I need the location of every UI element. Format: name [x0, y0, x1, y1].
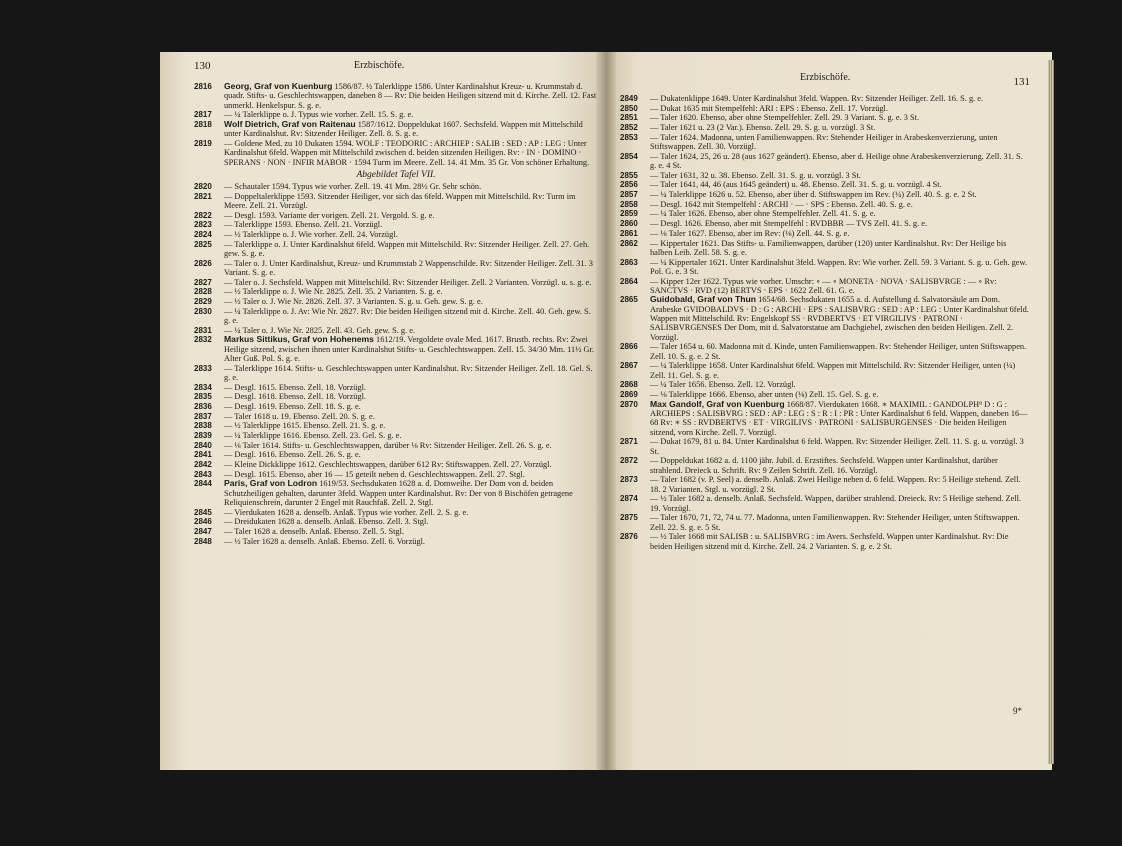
left-page [160, 52, 606, 770]
ruler-name: Max Gandolf, Graf von Kuenburg [650, 398, 785, 409]
catalog-entry [620, 380, 1030, 389]
ruler-name: Guidobald, Graf von Thun [650, 294, 756, 305]
catalog-entry [620, 494, 1030, 513]
entry-number: 2833 [194, 363, 212, 373]
entry-number: 2871 [620, 437, 638, 447]
entry-number: 2868 [620, 380, 638, 390]
entry-number: 2866 [620, 342, 638, 352]
entry-number: 2821 [194, 191, 212, 201]
entry-number: 2826 [194, 258, 212, 268]
book-gutter [596, 52, 616, 770]
entry-number: 2841 [194, 450, 212, 460]
left-page-number: 130 [194, 60, 211, 72]
catalog-entry [620, 171, 1030, 180]
entry-description: — Taler 1621 u. 23 (2 Var.). Ebenso. Zell. 29. S. g. u. vorzügl. 3 St. [650, 123, 876, 133]
entry-description: — ½ Taler o. J. Wie Nr. 2826. Zell. 37. 3 Varianten. S. g. u. Geh. gew. S. g. e. [224, 296, 483, 306]
catalog-entry [194, 364, 598, 383]
entry-description: — Kleine Dickklippe 1612. Geschlechtswappen, darüber 612 Rv: Stiftswappen. Zell. 27. Vorzügl. [224, 460, 552, 470]
catalog-entry [620, 295, 1030, 341]
page-edges [1048, 60, 1054, 764]
entry-description: — Kipper 12er 1622. Typus wie vorher. Umschr: ∘ — ∘ MONETA · NOVA · SALISBVRGE : — ∘ Rv: SANCTVS · RVD (12) BERTVS · EPS · 1622 Zell. 61. G. e. [650, 276, 997, 295]
entry-number: 2875 [620, 513, 638, 523]
catalog-entry [194, 421, 598, 430]
entry-number: 2872 [620, 456, 638, 466]
entry-number: 2843 [194, 469, 212, 479]
ruler-name: Paris, Graf von Lodron [224, 478, 318, 489]
entry-description: — Desgl. 1619. Ebenso. Zell. 18. S. g. e. [224, 401, 361, 411]
entry-number: 2842 [194, 460, 212, 470]
entry-description: — Taler 1624, 25, 26 u. 28 (aus 1627 geändert). Ebenso, aber d. Heilige ohne Arabeskenverzierung. Zell. 31. S. g. e. 4 St. [650, 151, 1023, 171]
catalog-entry [194, 307, 598, 326]
entry-description: — Goldene Med. zu 10 Dukaten 1594. WOLF : TEODORIC : ARCHIEP : SALIB : SED : AP : LEG : Unter Kardinalshut 6feld. Wappen mit Mittelschild zwischen d. beiden sitzenden Heiligen. Rv: · IN · DOMINO · SPERANS · NON · INFIR MABOR · 1594 Turm im Meere. Zell. 14. 41 Mm. 35 Gr. Von schöner Erhaltung. [224, 138, 590, 167]
catalog-entry [194, 527, 598, 536]
catalog-entry [620, 190, 1030, 199]
catalog-entry [620, 94, 1030, 103]
entry-number: 2836 [194, 401, 212, 411]
catalog-entry [620, 239, 1030, 258]
entry-description: — Taler 1624. Madonna, unten Familienwappen. Rv: Stehender Heiliger in Arabeskenverzierung, unten Stiftswappen. Zell. 30. Vorzügl. [650, 132, 998, 152]
catalog-entry [620, 437, 1030, 456]
catalog-entry [620, 532, 1030, 551]
catalog-entry [194, 211, 598, 220]
entry-number: 2839 [194, 430, 212, 440]
entry-description: — Talerklippe 1614. Stifts- u. Geschlechtswappen unter Kardinalshut. Rv: Sitzender Heiliger. Zell. 18. Gel. S. g. e. [224, 363, 593, 382]
entry-description: — ½ Taler 1668 mit SALISB : u. SALISBVRG : im Avers. Sechsfeld. Wappen unter Kardinalshut. Rv: Die beiden Heiligen sitzend mit d. Kirche. Zell. 24. 2 Varianten. S. g. e. 2 St. [650, 532, 1009, 551]
entry-number: 2822 [194, 210, 212, 220]
entry-number: 2850 [620, 103, 638, 113]
entry-description: — Dreidukaten 1628 a. denselb. Anlaß. Ebenso. Zell. 3. Stgl. [224, 517, 429, 527]
catalog-entry [194, 182, 598, 191]
catalog-entry [194, 82, 598, 110]
catalog-entry [194, 383, 598, 392]
catalog-entry [620, 209, 1030, 218]
entry-description: 1586/87. ½ Talerklippe 1586. Unter Kardinalshut Kreuz- u. Krummstab d. quadr. Stifts- u. Geschlechtswappen, daneben 8 — Rv: Die beiden Heiligen sitzend mit d. Kirche. Zell. 12. Fast unmerkl. Henkelspur. S. g. e. [224, 82, 597, 110]
catalog-entry [194, 392, 598, 401]
entry-number: 2840 [194, 440, 212, 450]
entry-number: 2873 [620, 475, 638, 485]
entry-number: 2849 [620, 94, 638, 103]
entry-description: — Taler 1641, 44, 46 (aus 1645 geändert) u. 48. Ebenso. Zell. 31. S. g. u. vorzügl. 4 St. [650, 180, 942, 190]
catalog-entry [194, 259, 598, 278]
catalog-entry [194, 287, 598, 296]
entry-description: — ¼ Talerklippe o. J. Av: Wie Nr. 2827. Rv: Die beiden Heiligen sitzend mit d. Kirche. Zell. 40. Geh. gew. S. g. e. [224, 306, 591, 325]
entry-description: — ½ Talerklippe 1615. Ebenso. Zell. 21. S. g. e. [224, 421, 386, 431]
entry-description: — Desgl. 1616. Ebenso. Zell. 26. S. g. e. [224, 450, 361, 460]
entry-description: — Taler 1670, 71, 72, 74 u. 77. Madonna, unten Familienwappen. Rv: Stehender Heiliger, unten Stiftswappen. Zell. 22. S. g. e. 5 St. [650, 513, 1020, 532]
entry-number: 2817 [194, 110, 212, 120]
entry-description: 1619/53. Sechsdukaten 1628 a. d. Domweihe. Der Dom von d. beiden Schutzheiligen gehalten, darunter 3feld. Wappen unter Kardinalshut. Rv: Der von 8 Bischöfen getragene Reliquienschrein, darunter 2 Engel mit Rauchfaß. Zell. 2. Stgl. [224, 479, 573, 508]
entry-description: — ½ Talerklippe o. J. Wie Nr. 2825. Zell. 35. 2 Varianten. S. g. e. [224, 287, 443, 297]
catalog-entry [620, 400, 1030, 437]
entry-description: — ½ Taler 1628 a. denselb. Anlaß. Ebenso. Zell. 6. Vorzügl. [224, 536, 426, 546]
entry-description: 1668/87. Vierdukaten 1668. ∗ MAXIMIL : GANDOLPH⁹ D : G : ARCHIEPS : SALISBVRG : SED : AP : LEG : S : R : I : PR : Unter Kardinalshut 6 feld. Wappen, daneben 16—68 Rv: ∗ SS : RVDBERTVS · ET · VIRGILIVS · PATRONI · SALISBURGENSES · Die beiden Heiligen sitzend, vorn Kirche. Zell. 7. Vorzügl. [650, 399, 1028, 437]
catalog-entry [620, 152, 1030, 171]
entry-number: 2820 [194, 181, 212, 191]
entry-number: 2834 [194, 382, 212, 392]
catalog-entry [194, 431, 598, 440]
catalog-entry [194, 441, 598, 450]
catalog-entry [620, 200, 1030, 209]
entry-description: — Taler 1654 u. 60. Madonna mit d. Kinde, unten Familienwappen. Rv: Stehender Heiliger, unten Stiftswappen. Zell. 10. S. g. e. 2 St. [650, 342, 1027, 361]
catalog-entry [620, 219, 1030, 228]
entry-description: — ¼ Talerklippe o. J. Typus wie vorher. Zell. 15. S. g. e. [224, 110, 414, 120]
entry-description: — Doppeldukat 1682 a. d. 1100 jähr. Jubil. d. Erzstiftes. Sechsfeld. Wappen unter Kardinalshut, darüber strahlend. Dreieck u. Schrift. Rv: 9 Zeilen Schrift. Zell. 16. Vorzügl. [650, 456, 998, 475]
catalog-entry [620, 361, 1030, 380]
entry-number: 2856 [620, 180, 638, 190]
catalog-entry [620, 113, 1030, 122]
entry-description: — ⅛ Taler 1627. Ebenso, aber im Rev: (⅛) Zell. 44. S. g. e. [650, 228, 850, 238]
entry-number: 2845 [194, 507, 212, 517]
entry-number: 2818 [194, 119, 212, 129]
catalog-entry [620, 180, 1030, 189]
entry-description: — Doppeltalerklippe 1593. Sitzender Heiliger, vor sich das 6feld. Wappen mit Mittelschild. Rv: Turm im Meere. Zell. 21. Vorzügl. [224, 191, 576, 210]
ruler-name: Markus Sittikus, Graf von Hohenems [224, 334, 374, 345]
entry-description: — ½ Talerklippe o. J. Wie vorher. Zell. 24. Vorzügl. [224, 229, 398, 239]
entry-number: 2851 [620, 113, 638, 123]
catalog-entry [194, 402, 598, 411]
catalog-entry [194, 139, 598, 167]
entry-description: — Taler 1628 a. denselb. Anlaß. Ebenso. Zell. 5. Stgl. [224, 527, 405, 537]
entry-number: 2862 [620, 238, 638, 248]
entry-description: — Dukatenklippe 1649. Unter Kardinalshut 3feld. Wappen. Rv: Sitzender Heiliger. Zell. 16. S. g. e. [650, 94, 984, 103]
catalog-entry [194, 412, 598, 421]
right-page-number: 131 [1013, 76, 1030, 88]
entry-number: 2837 [194, 411, 212, 421]
entry-description: — ¼ Talerklippe 1616. Ebenso. Zell. 23. Gel. S. g. e. [224, 430, 402, 440]
catalog-entry [620, 229, 1030, 238]
right-page-header [620, 72, 1030, 94]
entry-description: — Taler 1618 u. 19. Ebenso. Zell. 20. S. g. e. [224, 411, 375, 421]
entry-description: 1654/68. Sechsdukaten 1655 a. d. Aufstellung d. Salvatorsäule am Dom. Arabeske GVIDOBALDVS · D : G : ARCHI · EPS : SALISBVRG : SED : AP : LEG : Unter Kardinalshut 6feld. Wappen mit Mittelschild. Rv: Engelskopf SS · RVDBERTVS · ET VIRGILIVS · PATRONI · SALISBVRGENSES Der Dom, mit d. Salvatorstatue am Dachgiebel, zwischen den beiden Heiligen. Zell. 2. Vorzügl. [650, 295, 1029, 342]
entry-description: — Desgl. 1642 mit Stempelfehl : ARCHI · — · SPS : Ebenso. Zell. 40. S. g. e. [650, 199, 913, 209]
entry-number: 2830 [194, 306, 212, 316]
entry-number: 2823 [194, 220, 212, 230]
entry-description: — Desgl. 1615. Ebenso, aber 16 — 15 geteilt neben d. Geschlechtswappen. Zell. 27. Stgl. [224, 469, 525, 479]
entry-number: 2863 [620, 257, 638, 267]
catalog-entry [620, 456, 1030, 475]
entry-number: 2848 [194, 536, 212, 546]
catalog-entry [620, 342, 1030, 361]
ruler-name: Wolf Dietrich, Graf von Raitenau [224, 118, 356, 129]
entry-number: 2828 [194, 287, 212, 297]
entry-number: 2816 [194, 82, 212, 91]
catalog-entry [194, 479, 598, 507]
right-entry-list [620, 94, 1030, 551]
catalog-entry [194, 517, 598, 526]
entry-number: 2870 [620, 399, 638, 409]
entry-number: 2865 [620, 295, 638, 305]
catalog-entry [194, 230, 598, 239]
catalog-entry [620, 104, 1030, 113]
entry-number: 2857 [620, 190, 638, 200]
ruler-name: Georg, Graf von Kuenburg [224, 81, 333, 91]
right-page [606, 52, 1052, 770]
entry-description: — ¼ Talerklippe 1626 u. 52. Ebenso, aber über d. Stiftswappen im Rev. (¼) Zell. 40. S. g. e. 2 St. [650, 190, 977, 200]
catalog-entry [194, 192, 598, 211]
catalog-entry [194, 120, 598, 139]
catalog-entry [620, 475, 1030, 494]
left-running-title: Erzbischöfe. [354, 60, 405, 71]
entry-number: 2835 [194, 392, 212, 402]
entry-description: — Taler 1682 (v. P. Seel) a. denselb. Anlaß. Zwei Heilige neben d. 6 feld. Wappen. Rv: 5 Heilige stehend. Zell. 18. 2 Varianten. Stgl. u. vorzügl. 2 St. [650, 475, 1021, 494]
left-page-header [194, 60, 598, 82]
entry-number: 2846 [194, 517, 212, 527]
entry-number: 2852 [620, 123, 638, 133]
entry-number: 2869 [620, 390, 638, 400]
entry-number: 2867 [620, 361, 638, 371]
entry-description: — Taler o. J. Sechsfeld. Wappen mit Mittelschild. Rv: Sitzender Heiliger. Zell. 2 Varianten. Vorzügl. u. s. g. e. [224, 277, 592, 287]
entry-description: — Taler 1631, 32 u. 38. Ebenso. Zell. 31. S. g. u. vorzügl. 3 St. [650, 170, 861, 180]
catalog-entry [620, 258, 1030, 277]
entry-description: — Vierdukaten 1628 a. denselb. Anlaß. Typus wie vorher. Zell. 2. S. g. e. [224, 507, 469, 517]
entry-description: — ¼ Kippertaler 1621. Unter Kardinalshut 3feld. Wappen. Rv: Wie vorher. Zell. 59. 3 Variant. S. g. u. Geh. gew. Pol. G. e. 3 St. [650, 257, 1028, 276]
entry-number: 2864 [620, 276, 638, 286]
entry-description: 1612/19. Vergoldete ovale Med. 1617. Brustb. rechts. Rv: Zwei Heilige sitzend, zwischen ihnen unter Kardinalshut Stifts- u. Geschlechtswappen. Zell. 15. 34/30 Mm. 11½ Gr. Alter Guß. Pol. S. g. e. [224, 335, 594, 363]
entry-number: 2825 [194, 239, 212, 249]
catalog-entry [620, 277, 1030, 296]
catalog-entry [194, 220, 598, 229]
entry-number: 2819 [194, 138, 212, 148]
entry-description: — Taler 1620. Ebenso, aber ohne Stempelfehler. Zell. 29. 3 Variant. S. g. e. 3 St. [650, 113, 920, 123]
entry-number: 2824 [194, 229, 212, 239]
entry-number: 2855 [620, 170, 638, 180]
catalog-entry [194, 240, 598, 259]
entry-number: 2854 [620, 151, 638, 161]
entry-number: 2861 [620, 228, 638, 238]
entry-description: — ¼ Talerklippe 1658. Unter Kardinalshut 6feld. Wappen mit Mittelschild. Rv: Sitzender Heiliger, unten (¼) Zell. 11. Gel. S. g. e. [650, 361, 1016, 380]
open-book [160, 52, 1052, 770]
catalog-entry [194, 450, 598, 459]
entry-number: 2838 [194, 421, 212, 431]
entry-description: 1587/1612. Doppeldukat 1607. Sechsfeld. Wappen mit Mittelschild unter Kardinalshut. Rv: Sitzender Heiliger. Zell. 8. S. g. e. [224, 119, 583, 139]
entry-description: — ⅛ Talerklippe 1666. Ebenso, aber unten (⅛) Zell. 15. Gel. S. g. e. [650, 390, 879, 400]
entry-description: — Talerklippe o. J. Unter Kardinalshut 6feld. Wappen mit Mittelschild. Rv: Sitzender Heiliger. Zell. 27. Geh. gew. S. g. e. [224, 239, 590, 258]
entry-number: 2853 [620, 132, 638, 142]
catalog-entry [620, 123, 1030, 132]
catalog-entry [194, 335, 598, 363]
entry-description: — Desgl. 1593. Variante der vorigen. Zell. 21. Vergold. S. g. e. [224, 210, 435, 220]
entry-number: 2829 [194, 296, 212, 306]
entry-description: — Taler o. J. Unter Kardinalshut, Kreuz- und Krummstab 2 Wappenschilde. Rv: Sitzender Heiliger. Zell. 31. 3 Variant. S. g. e. [224, 258, 593, 277]
entry-description: — Dukat 1635 mit Stempelfehl: ARI : EPS : Ebenso. Zell. 17. Vorzügl. [650, 103, 888, 113]
left-entry-list [194, 82, 598, 546]
catalog-entry [620, 133, 1030, 152]
entry-number: 2844 [194, 479, 212, 489]
entry-description: — Kippertaler 1621. Das Stifts- u. Familienwappen, darüber (120) unter Kardinalshut. Rv: Der Heilige bis halben Leib. Zell. 58. S. g. e. [650, 238, 1007, 257]
catalog-entry [194, 278, 598, 287]
entry-number: 2858 [620, 199, 638, 209]
entry-description: — Desgl. 1618. Ebenso. Zell. 18. Vorzügl. [224, 392, 366, 402]
entry-description: — ¼ Taler 1626. Ebenso, aber ohne Stempelfehler. Zell. 41. S. g. e. [650, 209, 876, 219]
entry-number: 2827 [194, 277, 212, 287]
right-running-title: Erzbischöfe. [800, 72, 851, 83]
catalog-entry [194, 297, 598, 306]
entry-description: — Desgl. 1626. Ebenso, aber mit Stempelfehl : RVDBBR — TVS Zell. 41. S. g. e. [650, 219, 928, 229]
entry-description: — ⅛ Taler 1614. Stifts- u. Geschlechtswappen, darüber ⅛ Rv: Sitzender Heiliger. Zell. 26. S. g. e. [224, 440, 552, 450]
catalog-entry [620, 513, 1030, 532]
entry-description: — Talerklippe 1593. Ebenso. Zell. 21. Vorzügl. [224, 220, 383, 230]
entry-number: 2874 [620, 494, 638, 504]
entry-description: — ½ Taler 1682 a. denselb. Anlaß. Sechsfeld. Wappen, darüber strahlend. Dreieck. Rv: 5 Heilige stehend. Zell. 19. Vorzügl. [650, 494, 1022, 513]
signature-mark: 9* [1013, 706, 1022, 716]
entry-number: 2831 [194, 325, 212, 335]
entry-number: 2859 [620, 209, 638, 219]
entry-description: — ¼ Taler o. J. Wie Nr. 2825. Zell. 43. Geh. gew. S. g. e. [224, 325, 416, 335]
catalog-entry [194, 460, 598, 469]
entry-number: 2860 [620, 219, 638, 229]
catalog-entry [194, 508, 598, 517]
entry-description: — Dukat 1679, 81 u. 84. Unter Kardinalshut 6 feld. Wappen. Rv: Sitzender Heiliger. Zell. 11. S. g. u. vorzügl. 3 St. [650, 437, 1024, 456]
entry-description: — ¼ Taler 1656. Ebenso. Zell. 12. Vorzügl. [650, 380, 796, 390]
plate-caption: Abgebildet Tafel VII. [356, 169, 436, 180]
entry-number: 2832 [194, 335, 212, 345]
entry-description: — Schautaler 1594. Typus wie vorher. Zell. 19. 41 Mm. 28½ Gr. Sehr schön. [224, 181, 482, 191]
entry-description: — Desgl. 1615. Ebenso. Zell. 18. Vorzügl. [224, 382, 366, 392]
catalog-entry [194, 537, 598, 546]
entry-number: 2876 [620, 532, 638, 542]
entry-number: 2847 [194, 527, 212, 537]
